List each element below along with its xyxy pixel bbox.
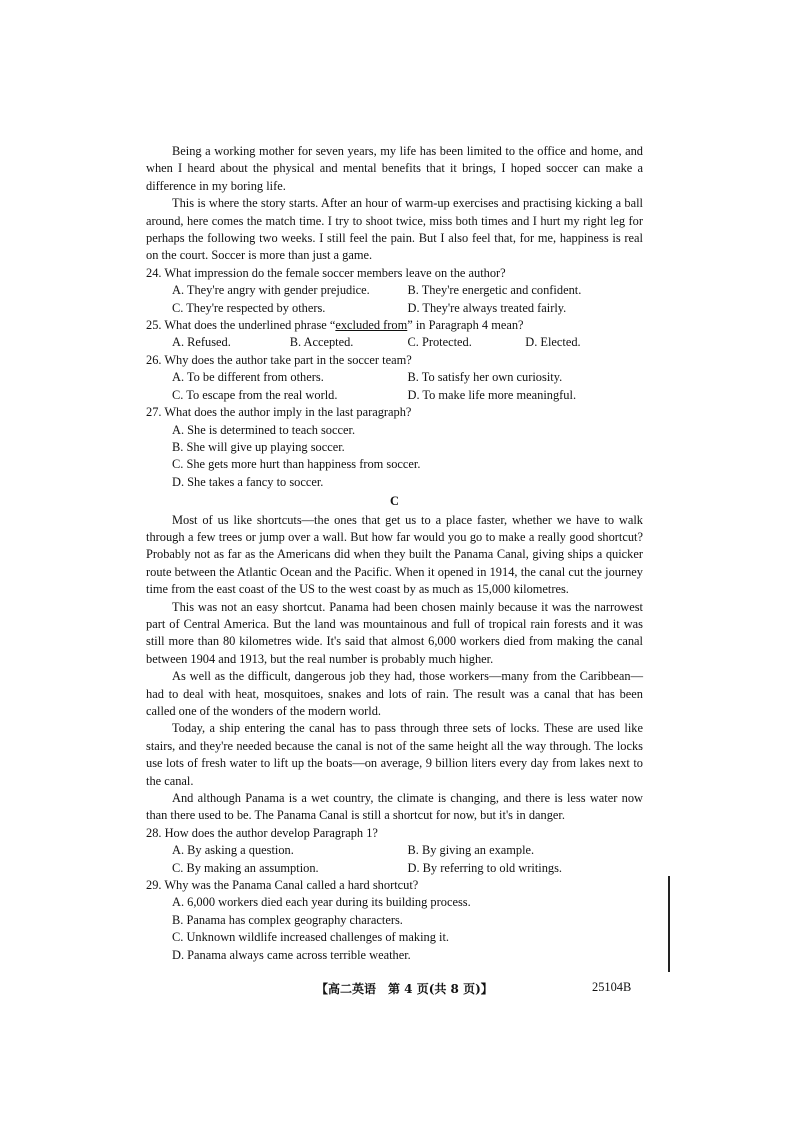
question-26: 26. Why does the author take part in the soccer team? <box>146 352 412 367</box>
intro-paragraph-1: Being a working mother for seven years, my life has been limited to the office and home, and when I heard about the physical and mental benefits that it brings, I hoped soccer can make a difference in my boring life. <box>146 144 643 193</box>
question-25-text-before: 25. What does the underlined phrase “ <box>146 318 336 333</box>
question-27-option-d: D. She takes a fancy to soccer. <box>172 474 324 489</box>
intro-paragraph-2: This is where the story starts. After an hour of warm-up exercises and practising kicking a ball around, here comes the match time. I try to shoot twice, miss both times and I hurt my right leg for perhaps the following two weeks. I still feel the pain. But I also feel that, for me, happiness is real on the court. Soccer is more than just a game. <box>146 196 643 263</box>
question-26-option-c: C. To escape from the real world. <box>172 387 338 402</box>
question-25 <box>146 317 643 334</box>
page-content <box>146 143 643 964</box>
question-29-option-c: C. Unknown wildlife increased challenges of making it. <box>172 930 449 945</box>
question-24: 24. What impression do the female soccer members leave on the author? <box>146 265 506 280</box>
question-25-option-c: C. Protected. <box>407 335 472 350</box>
question-29-option-d: D. Panama always came across terrible weather. <box>172 947 411 962</box>
question-27-option-a: A. She is determined to teach soccer. <box>172 422 356 437</box>
question-28-options-row-2 <box>146 860 643 877</box>
question-27-option-c: C. She gets more hurt than happiness from soccer. <box>172 457 421 472</box>
question-28-option-c: C. By making an assumption. <box>172 860 319 875</box>
question-24-option-a: A. They're angry with gender prejudice. <box>172 283 370 298</box>
footer-exam-code: 25104B <box>592 980 632 994</box>
question-25-option-d: D. Elected. <box>525 335 581 350</box>
question-28-options-row-1 <box>146 842 643 859</box>
question-28-option-a: A. By asking a question. <box>172 843 294 858</box>
passage-c-paragraph-2: This was not an easy shortcut. Panama had been chosen mainly because it was the narrowest part of Central America. But the land was mountainous and full of tropical rain forests and it was still more than 80 kilometres wide. It's said that almost 6,000 workers died from making the canal between 1904 and 1913, but the real number is probably much higher. <box>146 599 643 666</box>
section-c-title: C <box>390 494 399 509</box>
question-26-options-row-1 <box>146 369 643 386</box>
question-25-option-a: A. Refused. <box>172 335 231 350</box>
question-28-option-d: D. By referring to old writings. <box>407 860 563 875</box>
question-24-option-c: C. They're respected by others. <box>172 300 326 315</box>
question-29-option-b: B. Panama has complex geography characters. <box>172 912 403 927</box>
question-28-option-b: B. By giving an example. <box>407 843 535 858</box>
passage-c-paragraph-4: Today, a ship entering the canal has to pass through three sets of locks. These are used like stairs, and they're needed because the canal is not of the same height all the way through. The locks use lots of fresh water to lift up the boats—on average, 9 billion liters every day from lakes next to the canal. <box>146 721 643 788</box>
margin-scan-line <box>668 876 670 972</box>
question-24-options-row-1 <box>146 282 643 299</box>
question-29: 29. Why was the Panama Canal called a hard shortcut? <box>146 878 419 893</box>
passage-c-paragraph-1: Most of us like shortcuts—the ones that get us to a place faster, whether we have to walk through a few trees or jump over a wall. But how far would you go to make a really good shortcut? Probably not as far as the Americans did when they built the Panama Canal, giving ships a quicker route between the Atlantic Ocean and the Pacific. When it opened in 1914, the canal cut the journey time from the east coast of the US to the west coast by as much as 15,000 kilometres. <box>146 512 643 597</box>
question-26-option-a: A. To be different from others. <box>172 370 324 385</box>
underlined-phrase: excluded from <box>335 318 408 333</box>
question-27: 27. What does the author imply in the last paragraph? <box>146 405 412 420</box>
question-25-options <box>146 334 643 351</box>
question-24-options-row-2 <box>146 300 643 317</box>
question-28: 28. How does the author develop Paragraph 1? <box>146 825 378 840</box>
question-24-option-d: D. They're always treated fairly. <box>407 300 567 315</box>
question-24-option-b: B. They're energetic and confident. <box>407 283 582 298</box>
question-26-options-row-2 <box>146 387 643 404</box>
passage-c-paragraph-3: As well as the difficult, dangerous job they had, those workers—many from the Caribbean—had to deal with heat, mosquitoes, snakes and lots of rain. The result was a canal that has been called one of the wonders of the modern world. <box>146 669 643 718</box>
question-25-option-b: B. Accepted. <box>289 335 354 350</box>
question-29-option-a: A. 6,000 workers died each year during its building process. <box>172 895 471 910</box>
passage-c-paragraph-5: And although Panama is a wet country, the climate is changing, and there is less water now than there used to be. The Panama Canal is still a shortcut for now, but it's in danger. <box>146 791 643 823</box>
footer-page-label: 【高二英语 第 4 页(共 8 页)】 <box>316 982 493 996</box>
question-25-text-after: ” in Paragraph 4 mean? <box>407 318 524 333</box>
question-26-option-b: B. To satisfy her own curiosity. <box>407 370 563 385</box>
question-27-option-b: B. She will give up playing soccer. <box>172 439 345 454</box>
question-26-option-d: D. To make life more meaningful. <box>407 387 577 402</box>
